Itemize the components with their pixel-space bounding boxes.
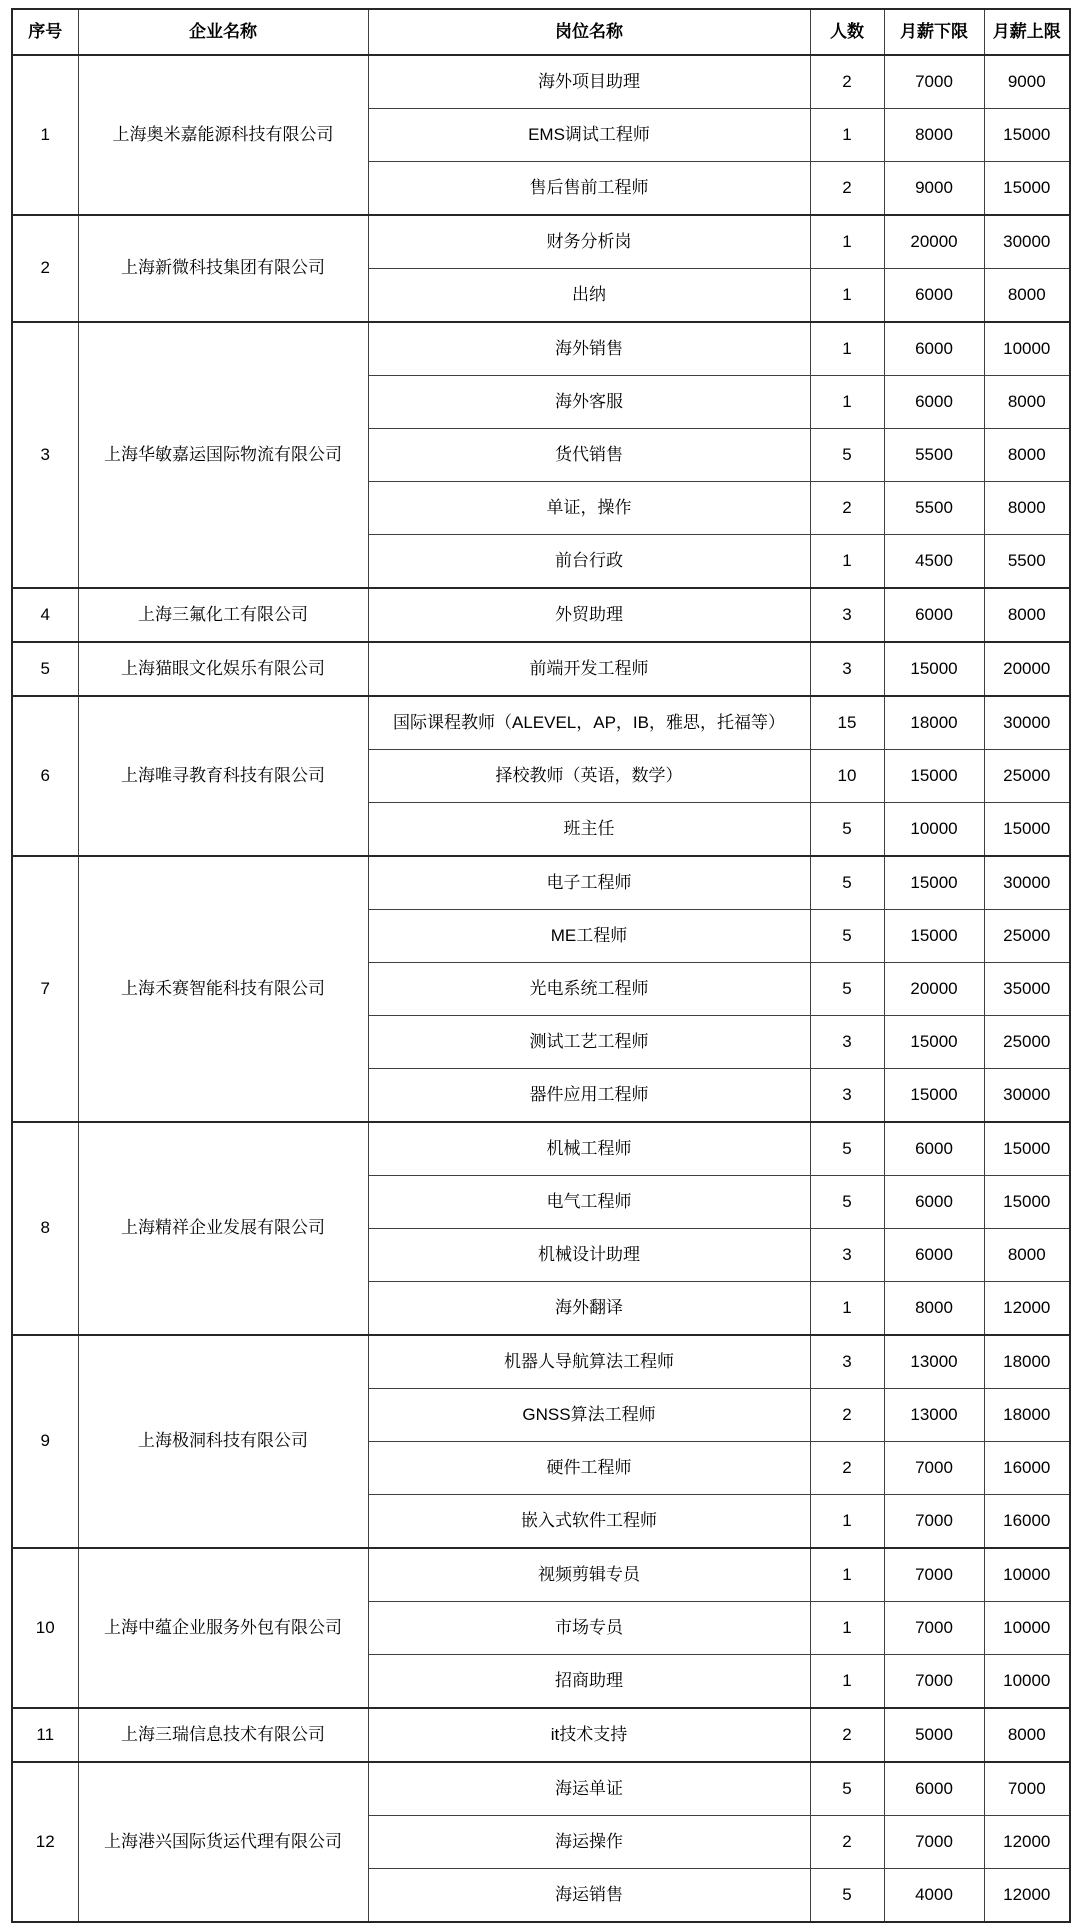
position-cell: 海运单证 bbox=[368, 1762, 810, 1816]
salary-max-cell: 15000 bbox=[984, 1122, 1070, 1176]
header-headcount: 人数 bbox=[810, 9, 884, 55]
headcount-cell: 2 bbox=[810, 482, 884, 535]
headcount-cell: 1 bbox=[810, 109, 884, 162]
company-name-cell: 上海三氟化工有限公司 bbox=[78, 588, 368, 642]
table-row bbox=[12, 856, 1070, 910]
salary-min-cell: 15000 bbox=[884, 910, 984, 963]
company-name-cell: 上海三瑞信息技术有限公司 bbox=[78, 1708, 368, 1762]
salary-min-cell: 6000 bbox=[884, 376, 984, 429]
salary-min-cell: 6000 bbox=[884, 1229, 984, 1282]
salary-max-cell: 10000 bbox=[984, 1655, 1070, 1709]
salary-max-cell: 8000 bbox=[984, 588, 1070, 642]
salary-max-cell: 7000 bbox=[984, 1762, 1070, 1816]
position-cell: 海外销售 bbox=[368, 322, 810, 376]
position-cell: 器件应用工程师 bbox=[368, 1069, 810, 1123]
salary-max-cell: 35000 bbox=[984, 963, 1070, 1016]
headcount-cell: 5 bbox=[810, 1176, 884, 1229]
headcount-cell: 2 bbox=[810, 162, 884, 216]
salary-min-cell: 6000 bbox=[884, 1762, 984, 1816]
header-row bbox=[12, 9, 1070, 55]
row-index-cell: 5 bbox=[12, 642, 78, 696]
position-cell: it技术支持 bbox=[368, 1708, 810, 1762]
salary-min-cell: 4500 bbox=[884, 535, 984, 589]
position-cell: 择校教师（英语，数学） bbox=[368, 750, 810, 803]
salary-min-cell: 7000 bbox=[884, 1602, 984, 1655]
job-listing-table bbox=[11, 8, 1071, 1923]
headcount-cell: 3 bbox=[810, 1335, 884, 1389]
salary-min-cell: 6000 bbox=[884, 588, 984, 642]
headcount-cell: 1 bbox=[810, 1548, 884, 1602]
salary-min-cell: 7000 bbox=[884, 1495, 984, 1549]
salary-max-cell: 8000 bbox=[984, 376, 1070, 429]
position-cell: 电气工程师 bbox=[368, 1176, 810, 1229]
salary-min-cell: 8000 bbox=[884, 1282, 984, 1336]
salary-min-cell: 15000 bbox=[884, 856, 984, 910]
headcount-cell: 3 bbox=[810, 1069, 884, 1123]
salary-min-cell: 15000 bbox=[884, 642, 984, 696]
salary-max-cell: 15000 bbox=[984, 1176, 1070, 1229]
table-row bbox=[12, 642, 1070, 696]
table-body bbox=[12, 55, 1070, 1922]
headcount-cell: 5 bbox=[810, 429, 884, 482]
position-cell: 前台行政 bbox=[368, 535, 810, 589]
salary-max-cell: 18000 bbox=[984, 1335, 1070, 1389]
salary-max-cell: 15000 bbox=[984, 109, 1070, 162]
salary-max-cell: 25000 bbox=[984, 910, 1070, 963]
position-cell: ME工程师 bbox=[368, 910, 810, 963]
company-name-cell: 上海唯寻教育科技有限公司 bbox=[78, 696, 368, 856]
position-cell: EMS调试工程师 bbox=[368, 109, 810, 162]
headcount-cell: 1 bbox=[810, 1655, 884, 1709]
row-index-cell: 10 bbox=[12, 1548, 78, 1708]
row-index-cell: 8 bbox=[12, 1122, 78, 1335]
salary-min-cell: 6000 bbox=[884, 269, 984, 323]
position-cell: 电子工程师 bbox=[368, 856, 810, 910]
position-cell: 机器人导航算法工程师 bbox=[368, 1335, 810, 1389]
position-cell: 海外翻译 bbox=[368, 1282, 810, 1336]
salary-min-cell: 6000 bbox=[884, 322, 984, 376]
position-cell: 光电系统工程师 bbox=[368, 963, 810, 1016]
salary-max-cell: 30000 bbox=[984, 1069, 1070, 1123]
company-name-cell: 上海禾赛智能科技有限公司 bbox=[78, 856, 368, 1122]
headcount-cell: 3 bbox=[810, 1229, 884, 1282]
salary-max-cell: 30000 bbox=[984, 215, 1070, 269]
row-index-cell: 12 bbox=[12, 1762, 78, 1922]
table-row bbox=[12, 1762, 1070, 1816]
salary-max-cell: 10000 bbox=[984, 322, 1070, 376]
headcount-cell: 3 bbox=[810, 1016, 884, 1069]
position-cell: 财务分析岗 bbox=[368, 215, 810, 269]
salary-min-cell: 6000 bbox=[884, 1176, 984, 1229]
salary-max-cell: 8000 bbox=[984, 429, 1070, 482]
position-cell: 货代销售 bbox=[368, 429, 810, 482]
salary-max-cell: 10000 bbox=[984, 1548, 1070, 1602]
salary-max-cell: 9000 bbox=[984, 55, 1070, 109]
headcount-cell: 1 bbox=[810, 535, 884, 589]
headcount-cell: 2 bbox=[810, 1389, 884, 1442]
position-cell: 出纳 bbox=[368, 269, 810, 323]
headcount-cell: 1 bbox=[810, 1282, 884, 1336]
table-row bbox=[12, 215, 1070, 269]
header-company-name: 企业名称 bbox=[78, 9, 368, 55]
salary-max-cell: 8000 bbox=[984, 269, 1070, 323]
position-cell: 市场专员 bbox=[368, 1602, 810, 1655]
company-name-cell: 上海港兴国际货运代理有限公司 bbox=[78, 1762, 368, 1922]
position-cell: 硬件工程师 bbox=[368, 1442, 810, 1495]
salary-max-cell: 10000 bbox=[984, 1602, 1070, 1655]
salary-min-cell: 8000 bbox=[884, 109, 984, 162]
salary-min-cell: 10000 bbox=[884, 803, 984, 857]
row-index-cell: 6 bbox=[12, 696, 78, 856]
salary-min-cell: 20000 bbox=[884, 215, 984, 269]
position-cell: 嵌入式软件工程师 bbox=[368, 1495, 810, 1549]
salary-max-cell: 8000 bbox=[984, 482, 1070, 535]
salary-min-cell: 4000 bbox=[884, 1869, 984, 1923]
position-cell: 前端开发工程师 bbox=[368, 642, 810, 696]
table-header bbox=[12, 9, 1070, 55]
position-cell: 招商助理 bbox=[368, 1655, 810, 1709]
headcount-cell: 2 bbox=[810, 1816, 884, 1869]
salary-min-cell: 7000 bbox=[884, 1655, 984, 1709]
salary-min-cell: 6000 bbox=[884, 1122, 984, 1176]
row-index-cell: 4 bbox=[12, 588, 78, 642]
table-row bbox=[12, 1548, 1070, 1602]
salary-max-cell: 8000 bbox=[984, 1229, 1070, 1282]
salary-min-cell: 15000 bbox=[884, 1016, 984, 1069]
headcount-cell: 5 bbox=[810, 910, 884, 963]
salary-min-cell: 5500 bbox=[884, 482, 984, 535]
headcount-cell: 15 bbox=[810, 696, 884, 750]
position-cell: 海运操作 bbox=[368, 1816, 810, 1869]
salary-min-cell: 7000 bbox=[884, 1548, 984, 1602]
salary-min-cell: 9000 bbox=[884, 162, 984, 216]
table-row bbox=[12, 1122, 1070, 1176]
row-index-cell: 11 bbox=[12, 1708, 78, 1762]
headcount-cell: 1 bbox=[810, 1602, 884, 1655]
row-index-cell: 2 bbox=[12, 215, 78, 322]
salary-min-cell: 13000 bbox=[884, 1389, 984, 1442]
position-cell: 视频剪辑专员 bbox=[368, 1548, 810, 1602]
salary-min-cell: 7000 bbox=[884, 55, 984, 109]
headcount-cell: 5 bbox=[810, 1869, 884, 1923]
salary-max-cell: 12000 bbox=[984, 1282, 1070, 1336]
headcount-cell: 5 bbox=[810, 1122, 884, 1176]
headcount-cell: 1 bbox=[810, 1495, 884, 1549]
headcount-cell: 5 bbox=[810, 803, 884, 857]
headcount-cell: 1 bbox=[810, 215, 884, 269]
company-name-cell: 上海猫眼文化娱乐有限公司 bbox=[78, 642, 368, 696]
headcount-cell: 3 bbox=[810, 642, 884, 696]
salary-max-cell: 18000 bbox=[984, 1389, 1070, 1442]
header-salary-min: 月薪下限 bbox=[884, 9, 984, 55]
salary-max-cell: 20000 bbox=[984, 642, 1070, 696]
position-cell: 海外项目助理 bbox=[368, 55, 810, 109]
headcount-cell: 10 bbox=[810, 750, 884, 803]
position-cell: 机械工程师 bbox=[368, 1122, 810, 1176]
position-cell: 售后售前工程师 bbox=[368, 162, 810, 216]
salary-max-cell: 5500 bbox=[984, 535, 1070, 589]
position-cell: 测试工艺工程师 bbox=[368, 1016, 810, 1069]
headcount-cell: 5 bbox=[810, 1762, 884, 1816]
salary-max-cell: 25000 bbox=[984, 1016, 1070, 1069]
table-row bbox=[12, 55, 1070, 109]
salary-max-cell: 15000 bbox=[984, 162, 1070, 216]
salary-max-cell: 30000 bbox=[984, 696, 1070, 750]
row-index-cell: 1 bbox=[12, 55, 78, 215]
salary-min-cell: 5500 bbox=[884, 429, 984, 482]
salary-max-cell: 12000 bbox=[984, 1816, 1070, 1869]
row-index-cell: 7 bbox=[12, 856, 78, 1122]
table-row bbox=[12, 322, 1070, 376]
headcount-cell: 3 bbox=[810, 588, 884, 642]
position-cell: 班主任 bbox=[368, 803, 810, 857]
company-name-cell: 上海精祥企业发展有限公司 bbox=[78, 1122, 368, 1335]
headcount-cell: 2 bbox=[810, 1708, 884, 1762]
row-index-cell: 3 bbox=[12, 322, 78, 588]
salary-min-cell: 15000 bbox=[884, 1069, 984, 1123]
position-cell: 单证，操作 bbox=[368, 482, 810, 535]
position-cell: GNSS算法工程师 bbox=[368, 1389, 810, 1442]
company-name-cell: 上海华敏嘉运国际物流有限公司 bbox=[78, 322, 368, 588]
position-cell: 海运销售 bbox=[368, 1869, 810, 1923]
header-position-name: 岗位名称 bbox=[368, 9, 810, 55]
headcount-cell: 2 bbox=[810, 1442, 884, 1495]
position-cell: 海外客服 bbox=[368, 376, 810, 429]
header-salary-max: 月薪上限 bbox=[984, 9, 1070, 55]
headcount-cell: 1 bbox=[810, 376, 884, 429]
position-cell: 机械设计助理 bbox=[368, 1229, 810, 1282]
salary-min-cell: 13000 bbox=[884, 1335, 984, 1389]
company-name-cell: 上海奥米嘉能源科技有限公司 bbox=[78, 55, 368, 215]
salary-min-cell: 20000 bbox=[884, 963, 984, 1016]
headcount-cell: 2 bbox=[810, 55, 884, 109]
salary-max-cell: 30000 bbox=[984, 856, 1070, 910]
salary-min-cell: 18000 bbox=[884, 696, 984, 750]
header-index: 序号 bbox=[12, 9, 78, 55]
salary-min-cell: 15000 bbox=[884, 750, 984, 803]
salary-min-cell: 7000 bbox=[884, 1816, 984, 1869]
table-row bbox=[12, 1708, 1070, 1762]
table-row bbox=[12, 588, 1070, 642]
table-row bbox=[12, 696, 1070, 750]
salary-max-cell: 16000 bbox=[984, 1495, 1070, 1549]
headcount-cell: 1 bbox=[810, 269, 884, 323]
salary-max-cell: 8000 bbox=[984, 1708, 1070, 1762]
company-name-cell: 上海极洞科技有限公司 bbox=[78, 1335, 368, 1548]
company-name-cell: 上海中蕴企业服务外包有限公司 bbox=[78, 1548, 368, 1708]
salary-min-cell: 5000 bbox=[884, 1708, 984, 1762]
company-name-cell: 上海新微科技集团有限公司 bbox=[78, 215, 368, 322]
row-index-cell: 9 bbox=[12, 1335, 78, 1548]
salary-max-cell: 15000 bbox=[984, 803, 1070, 857]
salary-max-cell: 12000 bbox=[984, 1869, 1070, 1923]
salary-min-cell: 7000 bbox=[884, 1442, 984, 1495]
position-cell: 国际课程教师（ALEVEL，AP，IB，雅思，托福等） bbox=[368, 696, 810, 750]
salary-max-cell: 16000 bbox=[984, 1442, 1070, 1495]
headcount-cell: 5 bbox=[810, 856, 884, 910]
salary-max-cell: 25000 bbox=[984, 750, 1070, 803]
headcount-cell: 5 bbox=[810, 963, 884, 1016]
table-row bbox=[12, 1335, 1070, 1389]
headcount-cell: 1 bbox=[810, 322, 884, 376]
position-cell: 外贸助理 bbox=[368, 588, 810, 642]
